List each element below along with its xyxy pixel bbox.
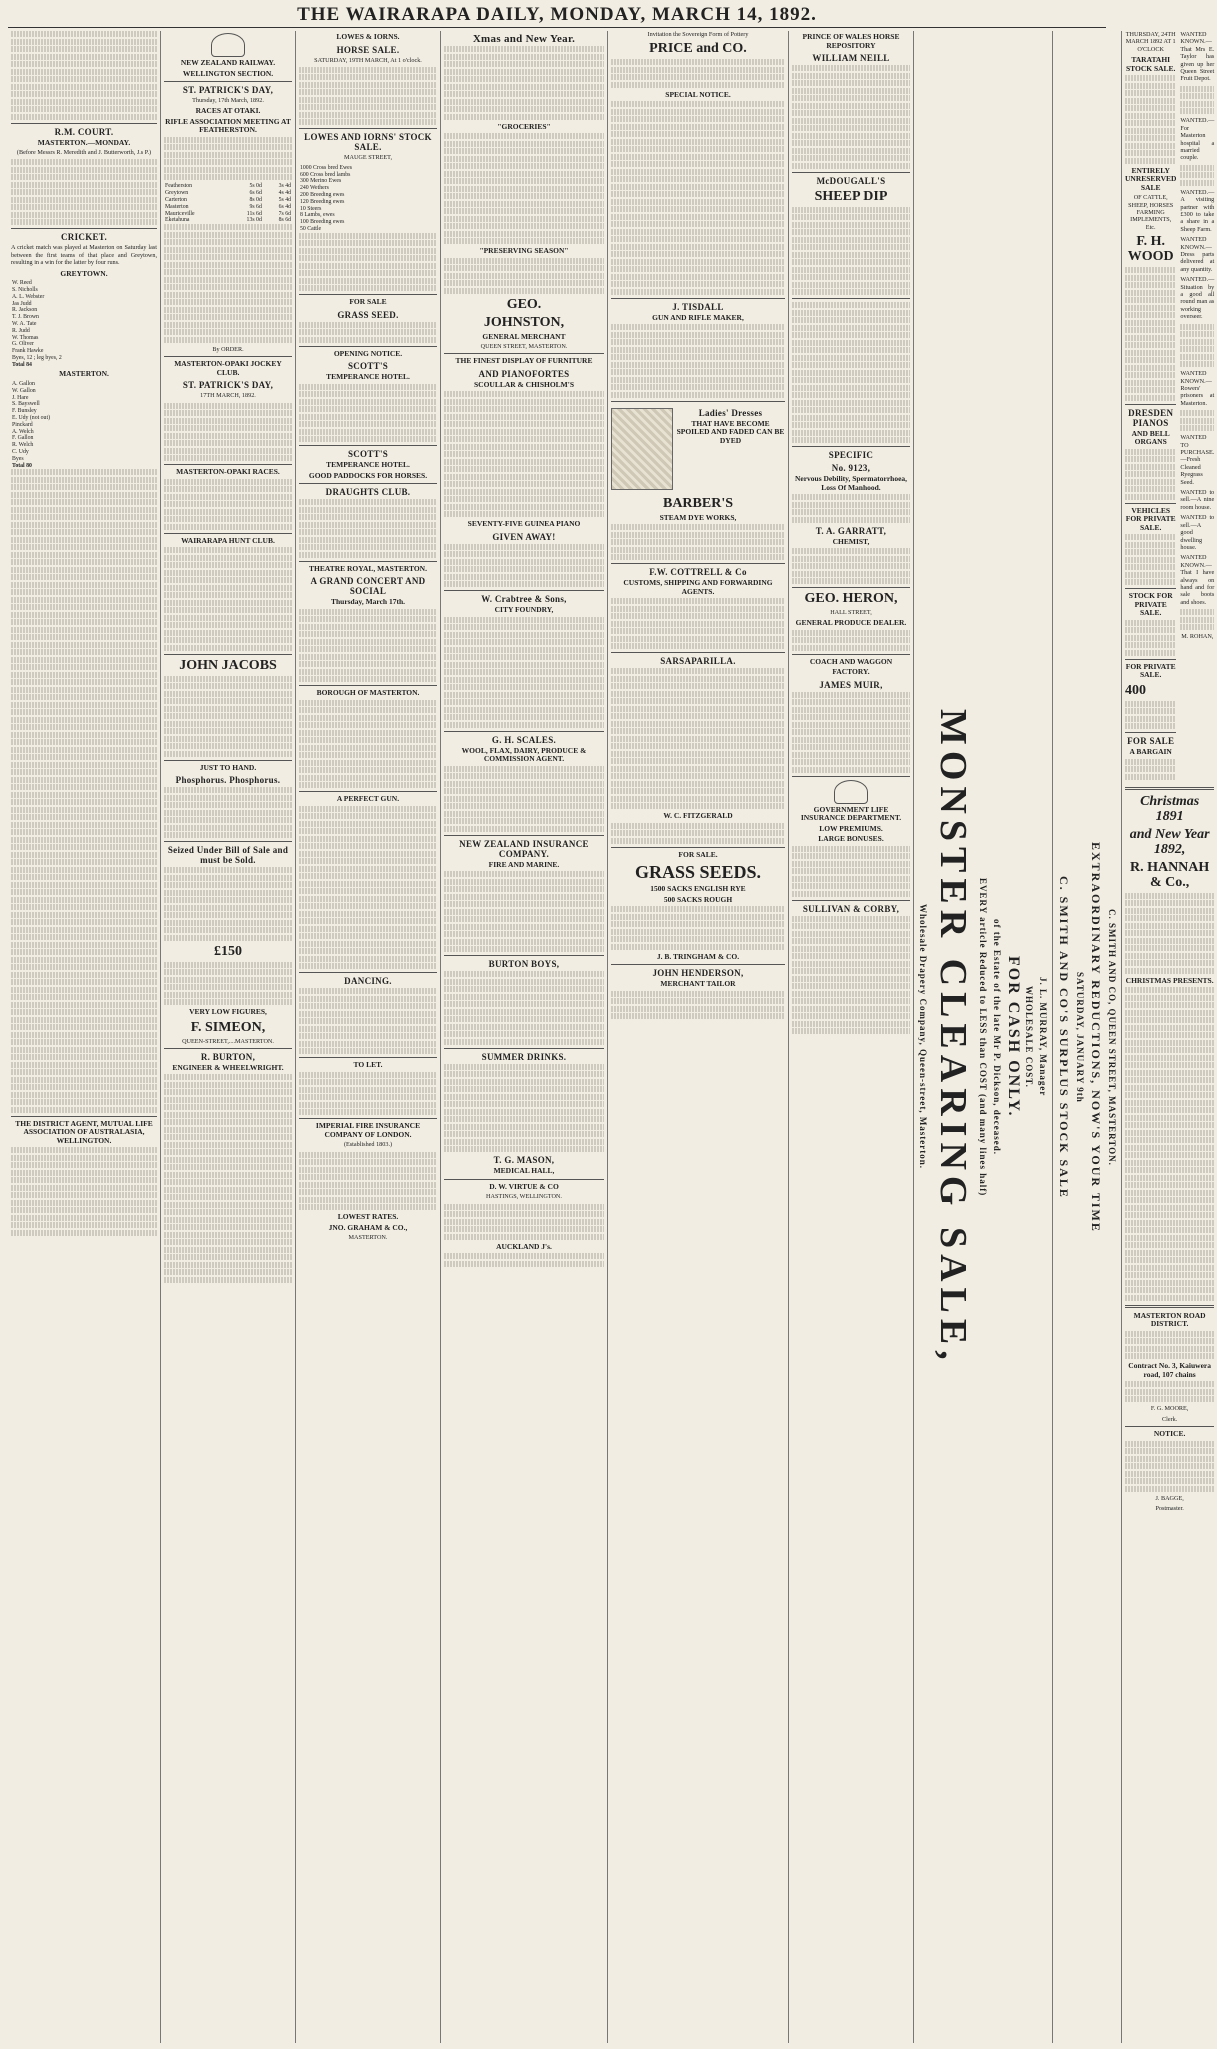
byes: Byes, 12 ; leg byes, 2: [12, 354, 62, 361]
stock-private: STOCK FOR PRIVATE SALE.: [1128, 591, 1173, 618]
perfect-gun: A PERFECT GUN.: [336, 794, 400, 804]
for-sale: FOR SALE: [349, 297, 387, 307]
auckland: AUCKLAND J's.: [496, 1241, 552, 1251]
mcdougalls: McDOUGALL'S: [816, 175, 886, 186]
christmas-presents: CHRISTMAS PRESENTS.: [1125, 975, 1214, 985]
imperial-fire: IMPERIAL FIRE INSURANCE COMPANY OF LONDON.: [315, 1121, 421, 1139]
for-sale-2: FOR SALE.: [678, 849, 718, 859]
bagge: J. BAGGE,: [1155, 1494, 1184, 1502]
invitation: Invitation the Sovereign Form of Pottery: [647, 31, 749, 38]
sheep-dip: SHEEP DIP: [814, 188, 888, 204]
summer-drinks: SUMMER DRINKS.: [481, 1051, 567, 1062]
coach: COACH AND WAGGON: [809, 656, 893, 666]
masthead: THE WAIRARAPA DAILY, MONDAY, MARCH 14, 1892.: [297, 4, 817, 25]
spoiled: THAT HAVE BECOME SPOILED AND FADED CAN BE DYED: [676, 418, 785, 445]
horse-date: SATURDAY, 19TH MARCH, At 1 o'clock.: [314, 56, 422, 64]
road-board: MASTERTON ROAD DISTRICT.: [1133, 1310, 1206, 1329]
sacks-rough: 500 SACKS ROUGH: [663, 894, 733, 904]
total-value: 84: [26, 361, 32, 368]
stock-title: LOWES AND IORNS' STOCK SALE.: [304, 132, 432, 153]
temperance-hotel: TEMPERANCE HOTEL.: [326, 372, 410, 382]
patrick-title: ST. PATRICK'S DAY,: [182, 85, 274, 95]
very-low: VERY LOW FIGURES,: [189, 1007, 267, 1016]
jockey-club: MASTERTON-OPAKI JOCKEY CLUB.: [174, 359, 282, 377]
good-paddocks: GOOD PADDOCKS FOR HORSES.: [308, 470, 428, 480]
total-value: 80: [26, 462, 32, 469]
player: J. Hare: [12, 394, 29, 401]
specific: SPECIFIC: [828, 450, 874, 460]
pianofortes: AND PIANOFORTES: [478, 368, 570, 379]
column-1: [8, 31, 161, 2043]
railway-subtitle: WELLINGTON SECTION.: [182, 68, 274, 78]
player: W. Reed: [12, 280, 32, 287]
player: R. Welch: [12, 442, 34, 449]
wholesale-cost: WHOLESALE COST.: [1024, 986, 1034, 1088]
prince-of-wales: PRINCE OF WALES HORSE REPOSITORY: [802, 32, 900, 50]
player: Pinckard: [12, 421, 33, 428]
player: W. Gallon: [12, 387, 36, 394]
tisdall: J. TISDALL: [672, 301, 724, 312]
manager: J. L. MURRAY, Manager: [1038, 977, 1048, 1097]
hall-street: HALL STREET,: [830, 609, 872, 616]
wanted-5: WANTED.—Situation by a good all round man as working overseer.: [1180, 276, 1215, 321]
column-9: [1122, 31, 1217, 2043]
jacobs-title: JOHN JACOBS: [179, 657, 277, 673]
column-2: [161, 31, 296, 2043]
wool: WOOL, FLAX, DAIRY, PRODUCE & COMMISSION AGENT.: [461, 745, 587, 764]
court-before: (Before Messrs R. Meredith and J. Butterworth, J.s P.): [16, 149, 152, 156]
borough: BOROUGH OF MASTERTON.: [316, 688, 420, 698]
court-title: R.M. COURT.: [54, 126, 114, 137]
xmas-title: Xmas and New Year.: [472, 33, 576, 45]
wanted-10: WANTED KNOWN.—That I have always on hand and for sale boots and shoes.: [1180, 554, 1215, 606]
bargain: A BARGAIN: [1129, 747, 1172, 757]
specific-number: No. 9123,: [831, 463, 871, 473]
patrick-title-2: ST. PATRICK'S DAY,: [182, 380, 274, 391]
just-to-hand: JUST TO HAND.: [199, 762, 257, 772]
mason: T. G. MASON,: [493, 1155, 555, 1166]
cottrell: F.W. COTTRELL & Co: [649, 567, 747, 578]
furniture: THE FINEST DISPLAY OF FURNITURE: [455, 356, 593, 366]
saturday: SATURDAY, JANUARY 9th: [1075, 971, 1085, 1103]
henderson: JOHN HENDERSON,: [652, 968, 744, 979]
column-3: [296, 31, 441, 2043]
bill-of-sale: Seized Under Bill of Sale and must be Sold.: [167, 845, 289, 865]
city-foundry: CITY FOUNDRY,: [494, 605, 554, 615]
gunsmith: GUN AND RIFLE MAKER,: [652, 312, 744, 322]
nervous-debility: Nervous Debility, Spermatorrhoea, Loss Of Manhood.: [794, 474, 908, 492]
johnston: JOHNSTON,: [483, 314, 565, 330]
player: A. L. Webster: [12, 293, 45, 300]
low-premiums: LOW PREMIUMS.: [819, 823, 883, 833]
new-year-1892: and New Year 1892,: [1129, 826, 1210, 857]
grass-seed: GRASS SEED.: [337, 309, 399, 320]
postmaster: Postmaster.: [1155, 1504, 1184, 1512]
lady-illustration-icon: [611, 408, 673, 490]
wanted-3: WANTED.—A visiting partner with £300 to take a share in a Sheep Farm.: [1180, 188, 1215, 233]
hannah: R. HANNAH & Co.,: [1129, 859, 1210, 890]
garratt: T. A. GARRATT,: [815, 525, 887, 536]
player: E. Udy (not out): [12, 414, 50, 421]
acres: 400: [1125, 682, 1146, 698]
estate: of the Estate of the late Mr P. Dickson, deceased.: [992, 919, 1002, 1155]
large-bonuses: LARGE BONUSES.: [818, 834, 884, 844]
customs: CUSTOMS, SHIPPING AND FORWARDING AGENTS.: [623, 578, 773, 596]
total-label: Total: [12, 462, 25, 469]
heron: GEO. HERON,: [804, 591, 898, 606]
crabtree: W. Crabtree & Sons,: [481, 594, 567, 605]
nz-insurance: NEW ZEALAND INSURANCE COMPANY.: [459, 838, 589, 859]
steam-dye: STEAM DYE WORKS,: [659, 512, 737, 522]
grand-concert: A GRAND CONCERT AND SOCIAL: [310, 576, 426, 597]
player: Jas Judd: [12, 300, 32, 307]
imperial-established: (Established 1803.): [343, 1141, 393, 1149]
player: F. Gallon: [12, 435, 34, 442]
barbers: BARBER'S: [662, 495, 734, 511]
wanted-4: WANTED KNOWN.—Dress parts delivered at any quantity.: [1180, 236, 1215, 273]
price-co: PRICE and CO.: [649, 41, 747, 57]
preserving: "PRESERVING SEASON": [479, 246, 569, 255]
burton-sub: ENGINEER & WHEELWRIGHT.: [172, 1062, 284, 1072]
burton-boys: BURTON BOYS,: [488, 959, 560, 970]
scotts-2: SCOTT'S: [347, 449, 389, 460]
heron-sub: GENERAL PRODUCE DEALER.: [795, 618, 907, 628]
johnston-sub: GENERAL MERCHANT: [482, 331, 566, 341]
opening-notice: OPENING NOTICE.: [333, 348, 403, 358]
phosphorus: Phosphorus. Phosphorus.: [175, 775, 281, 785]
moore: F. G. MOORE,: [1150, 1405, 1189, 1413]
taratahi: TARATAHI STOCK SALE.: [1125, 55, 1176, 73]
greytown-scores: [11, 280, 157, 368]
masterton-label: MASTERTON.: [59, 369, 109, 379]
for-sale-3: FOR SALE: [1127, 736, 1175, 747]
cricket-intro: A cricket match was played at Masterton on Saturday last between the first teams of that place and Greytown, resulting in a win for the latter by four runs.: [11, 244, 157, 267]
queen-street: C. SMITH AND CO, QUEEN STREET, MASTERTON.: [1107, 908, 1117, 1166]
tringham: J. B. TRINGHAM & CO.: [656, 951, 740, 961]
wholesale-drapery: Wholesale Drapery Company, Queen-street, Masterton.: [918, 904, 928, 1170]
burton: R. BURTON,: [200, 1051, 256, 1062]
horse-sale: HORSE SALE.: [336, 44, 400, 55]
merchant-tailor: MERCHANT TAILOR: [660, 979, 736, 989]
given-away: GIVEN AWAY!: [492, 531, 556, 542]
special-notice: SPECIAL NOTICE.: [665, 89, 731, 99]
sacks-rye: 1500 SACKS ENGLISH RYE: [650, 884, 746, 894]
patrick-date: Thursday, 17th March, 1892.: [192, 97, 264, 104]
player: S. Nicholls: [12, 286, 38, 293]
player: S. Bayswell: [12, 401, 40, 408]
column-7-vertical: [914, 31, 1053, 2043]
agency-title: THE DISTRICT AGENT, MUTUAL LIFE ASSOCIATION OF AUSTRALASIA, WELLINGTON.: [15, 1118, 153, 1145]
lowes-title: LOWES & IORNS.: [336, 32, 400, 41]
railway-title: NEW ZEALAND RAILWAY.: [180, 58, 276, 67]
rifle: RIFLE ASSOCIATION MEETING AT FEATHERSTON.: [165, 116, 291, 135]
total-label: Total: [12, 361, 25, 368]
col9-top: [1125, 31, 1214, 783]
greytown-label: GREYTOWN.: [60, 268, 108, 278]
player: R. Judd: [12, 327, 30, 334]
wanted-8: WANTED to sell.—A nine room house.: [1180, 489, 1215, 511]
scotts: SCOTT'S: [347, 361, 389, 372]
races: RACES AT OTAKI.: [195, 106, 261, 116]
player: T. J. Brown: [12, 314, 39, 321]
price: £150: [214, 943, 242, 959]
column-8-vertical: [1053, 31, 1122, 2043]
player: G. Oliver: [12, 341, 34, 348]
temperance-hotel-2: TEMPERANCE HOTEL.: [326, 460, 410, 470]
smith-surplus: C. SMITH AND CO'S SURPLUS STOCK SALE: [1057, 875, 1071, 1199]
column-4: [441, 31, 608, 2043]
player: Frank Hawke: [12, 348, 44, 355]
scales: G. H. SCALES.: [491, 734, 557, 745]
player: F. Bunsley: [12, 408, 37, 415]
hastings: HASTINGS, WELLINGTON.: [486, 1193, 562, 1201]
bell-organs: AND BELL ORGANS: [1131, 428, 1170, 447]
player: A. Welch: [12, 428, 34, 435]
player: R. Jackson: [12, 307, 38, 314]
to-let: TO LET.: [353, 1060, 383, 1070]
medical-hall: MEDICAL HALL,: [493, 1166, 555, 1176]
column-6: [789, 31, 914, 2043]
player: Byes: [12, 455, 24, 462]
grass-seeds: GRASS SEEDS.: [634, 862, 762, 883]
stock-items: 1000 Cross bred Ewes 600 Cross bred lambs 300 Merino Ewes 240 Wethers 200 Breeding ewes 120 Breeding ewes 10 Steers 8 Lambs, ewes 100 Breeding ewes 50 Cattle: [300, 164, 353, 232]
dye-advert: [611, 405, 785, 493]
player: W. A. Tate: [12, 320, 37, 327]
unreserved: ENTIRELY UNRESERVED SALE: [1125, 165, 1177, 192]
draughts-club: DRAUGHTS CLUB.: [325, 487, 411, 498]
wanted-9: WANTED to sell.—A good dwelling house.: [1180, 514, 1215, 551]
hunt-club: WAIRARAPA HUNT CLUB.: [181, 535, 275, 545]
ladies-dresses: Ladies' Dresses: [698, 407, 763, 418]
theatre-royal: THEATRE ROYAL, MASTERTON.: [309, 563, 427, 573]
col9-right: [1180, 31, 1214, 783]
concert-date: Thursday, March 17th.: [330, 597, 406, 607]
govt-crest-icon: [834, 780, 868, 804]
dancing: DANCING.: [344, 976, 392, 987]
dresden: DRESDEN PIANOS: [1128, 407, 1174, 428]
races-2: MASTERTON-OPAKI RACES.: [176, 467, 280, 476]
scoullar: SCOULLAR & CHISHOLM'S: [473, 379, 575, 389]
sarsaparilla: SARSAPARILLA.: [660, 656, 736, 667]
masthead-rule: [8, 27, 1106, 28]
muir: JAMES MUIR,: [819, 679, 883, 690]
contract: Contract No. 3, Kaiuwera road, 107 chains: [1128, 1361, 1211, 1379]
column-5: [608, 31, 789, 2043]
patrick-date-2: 17TH MARCH, 1892.: [200, 392, 256, 400]
wanted-1: WANTED KNOWN.—That Mrs E. Taylor has given up her Queen Street Fruit Depot.: [1180, 31, 1215, 83]
extraordinary: EXTRAORDINARY REDUCTIONS, NOW'S YOUR TIME: [1089, 841, 1103, 1233]
groceries: "GROCERIES": [497, 121, 551, 131]
wanted-6: WANTED KNOWN.—Rowers' prisoners at Masterton.: [1180, 370, 1215, 407]
vehicles: VEHICLES FOR PRIVATE SALE.: [1125, 505, 1176, 532]
simeon: F. SIMEON,: [190, 1019, 266, 1035]
stock-farm: OF CATTLE, SHEEP, HORSES FARMING IMPLEMENTS, Etc.: [1128, 194, 1174, 231]
notice: NOTICE.: [1153, 1429, 1186, 1439]
lowest-rates: LOWEST RATES.: [337, 1212, 399, 1222]
simeon-address: QUEEN-STREET,....MASTERTON.: [182, 1037, 274, 1045]
fh-wood: F. H. WOOD: [1127, 234, 1174, 265]
graham: JNO. GRAHAM & CO.,: [328, 1222, 408, 1232]
graham-place: MASTERTON.: [348, 1234, 388, 1242]
govt-life: GOVERNMENT LIFE INSURANCE DEPARTMENT.: [800, 804, 902, 823]
neill: WILLIAM NEILL: [812, 53, 890, 63]
monster-clearing-sale: MONSTER CLEARING SALE,: [932, 708, 974, 1366]
rohan: M. ROHAN,: [1181, 633, 1214, 641]
johnston-address: QUEEN STREET, MASTERTON.: [480, 343, 568, 350]
taratahi-date: THURSDAY, 24TH MARCH 1892 AT 1 O'CLOCK: [1125, 31, 1176, 53]
player: A. Gallon: [12, 380, 35, 387]
col9-left: [1125, 31, 1176, 783]
every-article: EVERY article Reduced to LESS than COST (and many lines half): [978, 877, 988, 1197]
fitzgerald: W. C. FITZGERALD: [663, 811, 733, 821]
guinea-piano: SEVENTY-FIVE GUINEA PIANO: [467, 519, 581, 529]
player: C. Udy: [12, 448, 29, 455]
geo-title: GEO.: [506, 296, 542, 312]
factory: FACTORY.: [832, 667, 870, 677]
xmas-1891: Christmas 1891: [1140, 793, 1200, 824]
cash-only: FOR CASH ONLY.: [1005, 956, 1022, 1118]
fire-marine: FIRE AND MARINE.: [488, 859, 560, 869]
sullivan: SULLIVAN & CORBY,: [802, 903, 900, 914]
court-subtitle: MASTERTON.—MONDAY.: [37, 137, 131, 147]
player: W. Thomas: [12, 334, 39, 341]
by-order: By ORDER.: [212, 345, 244, 353]
clerk: Clerk.: [1161, 1415, 1178, 1423]
cricket-title: CRICKET.: [61, 232, 107, 243]
wanted-2: WANTED.—For Masterton hospital a married couple.: [1180, 117, 1215, 162]
crest-icon: [211, 33, 245, 57]
virtue: D. W. VIRTUE & CO: [489, 1181, 559, 1191]
fares-table: Featherston 5s 0d 3s 4d Greytown 6s 6d 4s 4d Carterton 8s 0d 5s 4d Masterton 9s 6d 6s 4d Mauriceville 11s 6d 7s 6d Eketahuna 13s 0d 8s 6d: [165, 183, 291, 224]
chemist: CHEMIST,: [832, 536, 870, 546]
mauge-street: MAUGE STREET,: [343, 154, 392, 162]
wanted-7: WANTED TO PURCHASE.—Fresh Cleaned Ryegrass Seed.: [1180, 434, 1215, 486]
masterton-scores: [11, 381, 157, 469]
columns: [8, 31, 1215, 2043]
for-private: FOR PRIVATE SALE.: [1125, 661, 1176, 680]
